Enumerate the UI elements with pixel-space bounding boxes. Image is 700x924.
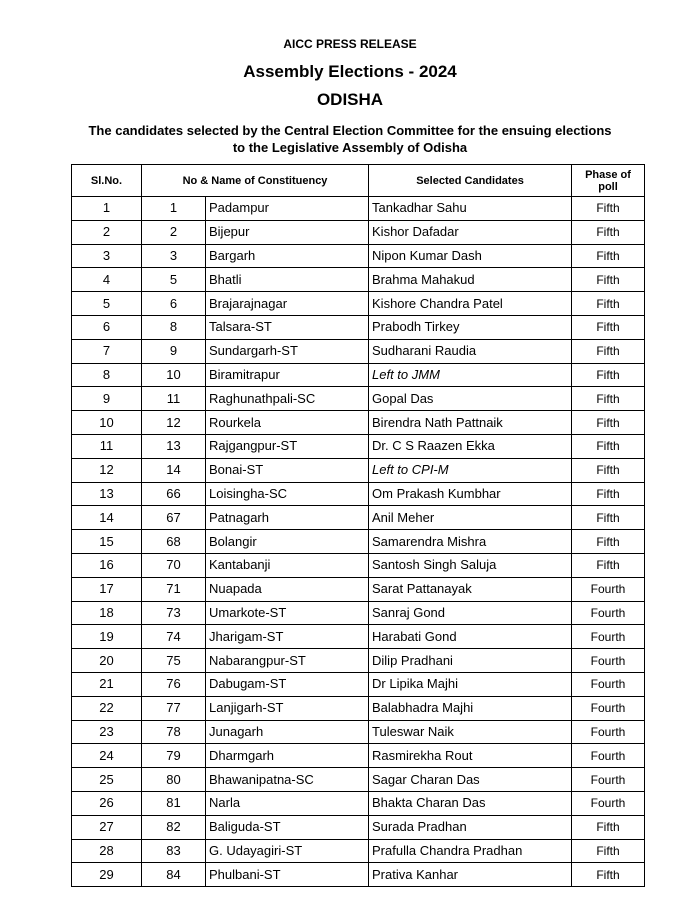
cell-constituency-name: Dabugam-ST xyxy=(206,672,369,696)
header-phase-line-2: poll xyxy=(598,180,618,193)
cell-sl-no: 26 xyxy=(72,791,142,815)
cell-constituency-name: Biramitrapur xyxy=(206,363,369,387)
cell-sl-no: 27 xyxy=(72,815,142,839)
cell-candidate: Dr Lipika Majhi xyxy=(369,672,572,696)
cell-constituency-name: Phulbani-ST xyxy=(206,863,369,887)
cell-candidate: Samarendra Mishra xyxy=(369,530,572,554)
cell-candidate: Nipon Kumar Dash xyxy=(369,244,572,268)
cell-phase: Fourth xyxy=(572,577,645,601)
cell-candidate: Rasmirekha Rout xyxy=(369,744,572,768)
cell-constituency-name: Bargarh xyxy=(206,244,369,268)
cell-constituency-no: 75 xyxy=(142,649,206,673)
cell-sl-no: 16 xyxy=(72,553,142,577)
table-row xyxy=(72,292,645,316)
cell-candidate: Tuleswar Naik xyxy=(369,720,572,744)
cell-constituency-name: Patnagarh xyxy=(206,506,369,530)
press-release-label: AICC PRESS RELEASE xyxy=(283,37,417,51)
cell-constituency-no: 79 xyxy=(142,744,206,768)
cell-candidate: Sagar Charan Das xyxy=(369,768,572,792)
cell-constituency-no: 67 xyxy=(142,506,206,530)
cell-sl-no: 28 xyxy=(72,839,142,863)
cell-phase: Fourth xyxy=(572,601,645,625)
table-row xyxy=(72,387,645,411)
cell-candidate: Om Prakash Kumbhar xyxy=(369,482,572,506)
cell-candidate: Tankadhar Sahu xyxy=(369,197,572,221)
cell-candidate: Santosh Singh Saluja xyxy=(369,553,572,577)
cell-sl-no: 4 xyxy=(72,268,142,292)
cell-constituency-name: Lanjigarh-ST xyxy=(206,696,369,720)
cell-constituency-no: 70 xyxy=(142,553,206,577)
cell-phase: Fourth xyxy=(572,791,645,815)
cell-phase: Fifth xyxy=(572,530,645,554)
cell-constituency-no: 74 xyxy=(142,625,206,649)
cell-constituency-no: 10 xyxy=(142,363,206,387)
cell-phase: Fourth xyxy=(572,625,645,649)
cell-phase: Fifth xyxy=(572,197,645,221)
cell-sl-no: 24 xyxy=(72,744,142,768)
table-row xyxy=(72,553,645,577)
table-row xyxy=(72,768,645,792)
document-title: Assembly Elections - 2024 xyxy=(243,62,457,81)
cell-candidate: Birendra Nath Pattnaik xyxy=(369,411,572,435)
cell-constituency-no: 80 xyxy=(142,768,206,792)
cell-constituency-name: G. Udayagiri-ST xyxy=(206,839,369,863)
cell-constituency-name: Dharmgarh xyxy=(206,744,369,768)
cell-candidate: Anil Meher xyxy=(369,506,572,530)
cell-constituency-no: 3 xyxy=(142,244,206,268)
header-phase-line-1: Phase of xyxy=(585,168,631,181)
cell-constituency-no: 8 xyxy=(142,315,206,339)
table-row xyxy=(72,577,645,601)
cell-sl-no: 18 xyxy=(72,601,142,625)
cell-sl-no: 2 xyxy=(72,220,142,244)
cell-sl-no: 9 xyxy=(72,387,142,411)
cell-constituency-name: Rajgangpur-ST xyxy=(206,434,369,458)
cell-sl-no: 3 xyxy=(72,244,142,268)
cell-candidate: Prativa Kanhar xyxy=(369,863,572,887)
cell-candidate: Left to CPI-M xyxy=(369,458,572,482)
table-row xyxy=(72,315,645,339)
cell-constituency-name: Raghunathpali-SC xyxy=(206,387,369,411)
cell-candidate: Balabhadra Majhi xyxy=(369,696,572,720)
cell-sl-no: 15 xyxy=(72,530,142,554)
table-row xyxy=(72,411,645,435)
cell-sl-no: 20 xyxy=(72,649,142,673)
cell-phase: Fifth xyxy=(572,506,645,530)
cell-constituency-no: 66 xyxy=(142,482,206,506)
cell-phase: Fifth xyxy=(572,458,645,482)
table-row xyxy=(72,458,645,482)
cell-candidate: Kishor Dafadar xyxy=(369,220,572,244)
cell-constituency-no: 81 xyxy=(142,791,206,815)
cell-sl-no: 25 xyxy=(72,768,142,792)
cell-phase: Fifth xyxy=(572,315,645,339)
cell-candidate: Surada Pradhan xyxy=(369,815,572,839)
cell-candidate: Brahma Mahakud xyxy=(369,268,572,292)
cell-constituency-no: 14 xyxy=(142,458,206,482)
cell-candidate: Harabati Gond xyxy=(369,625,572,649)
cell-candidate: Kishore Chandra Patel xyxy=(369,292,572,316)
table-row xyxy=(72,744,645,768)
cell-phase: Fifth xyxy=(572,482,645,506)
subtitle-line-1: The candidates selected by the Central Election Committee for the ensuing elections xyxy=(88,123,612,138)
cell-phase: Fourth xyxy=(572,768,645,792)
table-row xyxy=(72,197,645,221)
cell-candidate: Dr. C S Raazen Ekka xyxy=(369,434,572,458)
cell-constituency-name: Jharigam-ST xyxy=(206,625,369,649)
cell-sl-no: 19 xyxy=(72,625,142,649)
table-row xyxy=(72,363,645,387)
table-row xyxy=(72,625,645,649)
table-row xyxy=(72,530,645,554)
cell-candidate: Left to JMM xyxy=(369,363,572,387)
cell-constituency-no: 77 xyxy=(142,696,206,720)
cell-constituency-no: 82 xyxy=(142,815,206,839)
cell-constituency-no: 83 xyxy=(142,839,206,863)
header-phase xyxy=(572,165,645,197)
cell-sl-no: 12 xyxy=(72,458,142,482)
cell-constituency-name: Loisingha-SC xyxy=(206,482,369,506)
cell-constituency-name: Sundargarh-ST xyxy=(206,339,369,363)
cell-sl-no: 1 xyxy=(72,197,142,221)
cell-phase: Fifth xyxy=(572,387,645,411)
cell-phase: Fifth xyxy=(572,363,645,387)
cell-constituency-no: 6 xyxy=(142,292,206,316)
cell-phase: Fifth xyxy=(572,339,645,363)
cell-sl-no: 14 xyxy=(72,506,142,530)
cell-constituency-name: Nabarangpur-ST xyxy=(206,649,369,673)
cell-constituency-name: Kantabanji xyxy=(206,553,369,577)
cell-phase: Fifth xyxy=(572,292,645,316)
cell-phase: Fifth xyxy=(572,434,645,458)
cell-sl-no: 11 xyxy=(72,434,142,458)
cell-candidate: Sanraj Gond xyxy=(369,601,572,625)
cell-constituency-name: Rourkela xyxy=(206,411,369,435)
cell-sl-no: 10 xyxy=(72,411,142,435)
cell-candidate: Sarat Pattanayak xyxy=(369,577,572,601)
cell-constituency-name: Narla xyxy=(206,791,369,815)
cell-candidate: Bhakta Charan Das xyxy=(369,791,572,815)
table-row xyxy=(72,863,645,887)
cell-phase: Fourth xyxy=(572,696,645,720)
table-row xyxy=(72,839,645,863)
cell-constituency-no: 12 xyxy=(142,411,206,435)
table-row xyxy=(72,696,645,720)
cell-constituency-name: Bhatli xyxy=(206,268,369,292)
header-sl-no: Sl.No. xyxy=(72,165,142,197)
cell-sl-no: 13 xyxy=(72,482,142,506)
cell-constituency-name: Nuapada xyxy=(206,577,369,601)
cell-constituency-name: Bolangir xyxy=(206,530,369,554)
cell-sl-no: 21 xyxy=(72,672,142,696)
cell-constituency-name: Umarkote-ST xyxy=(206,601,369,625)
cell-phase: Fifth xyxy=(572,815,645,839)
table-row xyxy=(72,434,645,458)
table-row xyxy=(72,720,645,744)
cell-constituency-no: 9 xyxy=(142,339,206,363)
cell-sl-no: 7 xyxy=(72,339,142,363)
table-header-row xyxy=(72,165,645,197)
cell-phase: Fifth xyxy=(572,220,645,244)
candidates-table xyxy=(71,164,645,887)
cell-constituency-no: 78 xyxy=(142,720,206,744)
cell-constituency-name: Bhawanipatna-SC xyxy=(206,768,369,792)
cell-phase: Fifth xyxy=(572,553,645,577)
table-row xyxy=(72,220,645,244)
cell-sl-no: 5 xyxy=(72,292,142,316)
cell-constituency-no: 5 xyxy=(142,268,206,292)
table-row xyxy=(72,268,645,292)
cell-constituency-name: Talsara-ST xyxy=(206,315,369,339)
cell-constituency-no: 71 xyxy=(142,577,206,601)
cell-sl-no: 22 xyxy=(72,696,142,720)
cell-sl-no: 6 xyxy=(72,315,142,339)
cell-constituency-no: 2 xyxy=(142,220,206,244)
cell-candidate: Prafulla Chandra Pradhan xyxy=(369,839,572,863)
cell-phase: Fourth xyxy=(572,720,645,744)
cell-candidate: Gopal Das xyxy=(369,387,572,411)
table-row xyxy=(72,672,645,696)
cell-phase: Fifth xyxy=(572,244,645,268)
table-row xyxy=(72,791,645,815)
cell-sl-no: 23 xyxy=(72,720,142,744)
cell-constituency-name: Padampur xyxy=(206,197,369,221)
cell-phase: Fourth xyxy=(572,744,645,768)
cell-phase: Fifth xyxy=(572,268,645,292)
table-row xyxy=(72,649,645,673)
cell-constituency-no: 76 xyxy=(142,672,206,696)
table-row xyxy=(72,244,645,268)
cell-constituency-name: Bijepur xyxy=(206,220,369,244)
cell-phase: Fourth xyxy=(572,672,645,696)
cell-constituency-name: Baliguda-ST xyxy=(206,815,369,839)
table-row xyxy=(72,815,645,839)
cell-constituency-no: 1 xyxy=(142,197,206,221)
cell-constituency-no: 13 xyxy=(142,434,206,458)
cell-phase: Fifth xyxy=(572,839,645,863)
state-title: ODISHA xyxy=(316,90,384,109)
cell-candidate: Sudharani Raudia xyxy=(369,339,572,363)
cell-sl-no: 17 xyxy=(72,577,142,601)
cell-phase: Fifth xyxy=(572,411,645,435)
cell-sl-no: 8 xyxy=(72,363,142,387)
table-row xyxy=(72,601,645,625)
header-constituency: No & Name of Constituency xyxy=(142,165,369,197)
cell-candidate: Prabodh Tirkey xyxy=(369,315,572,339)
cell-sl-no: 29 xyxy=(72,863,142,887)
cell-candidate: Dilip Pradhani xyxy=(369,649,572,673)
cell-constituency-no: 84 xyxy=(142,863,206,887)
cell-constituency-name: Bonai-ST xyxy=(206,458,369,482)
cell-constituency-name: Brajarajnagar xyxy=(206,292,369,316)
cell-constituency-no: 11 xyxy=(142,387,206,411)
subtitle-line-2: to the Legislative Assembly of Odisha xyxy=(232,140,468,155)
cell-constituency-no: 68 xyxy=(142,530,206,554)
cell-phase: Fifth xyxy=(572,863,645,887)
cell-phase: Fourth xyxy=(572,649,645,673)
cell-constituency-no: 73 xyxy=(142,601,206,625)
header-candidate: Selected Candidates xyxy=(369,165,572,197)
cell-constituency-name: Junagarh xyxy=(206,720,369,744)
table-row xyxy=(72,339,645,363)
document-subtitle xyxy=(0,122,700,156)
table-row xyxy=(72,506,645,530)
table-row xyxy=(72,482,645,506)
